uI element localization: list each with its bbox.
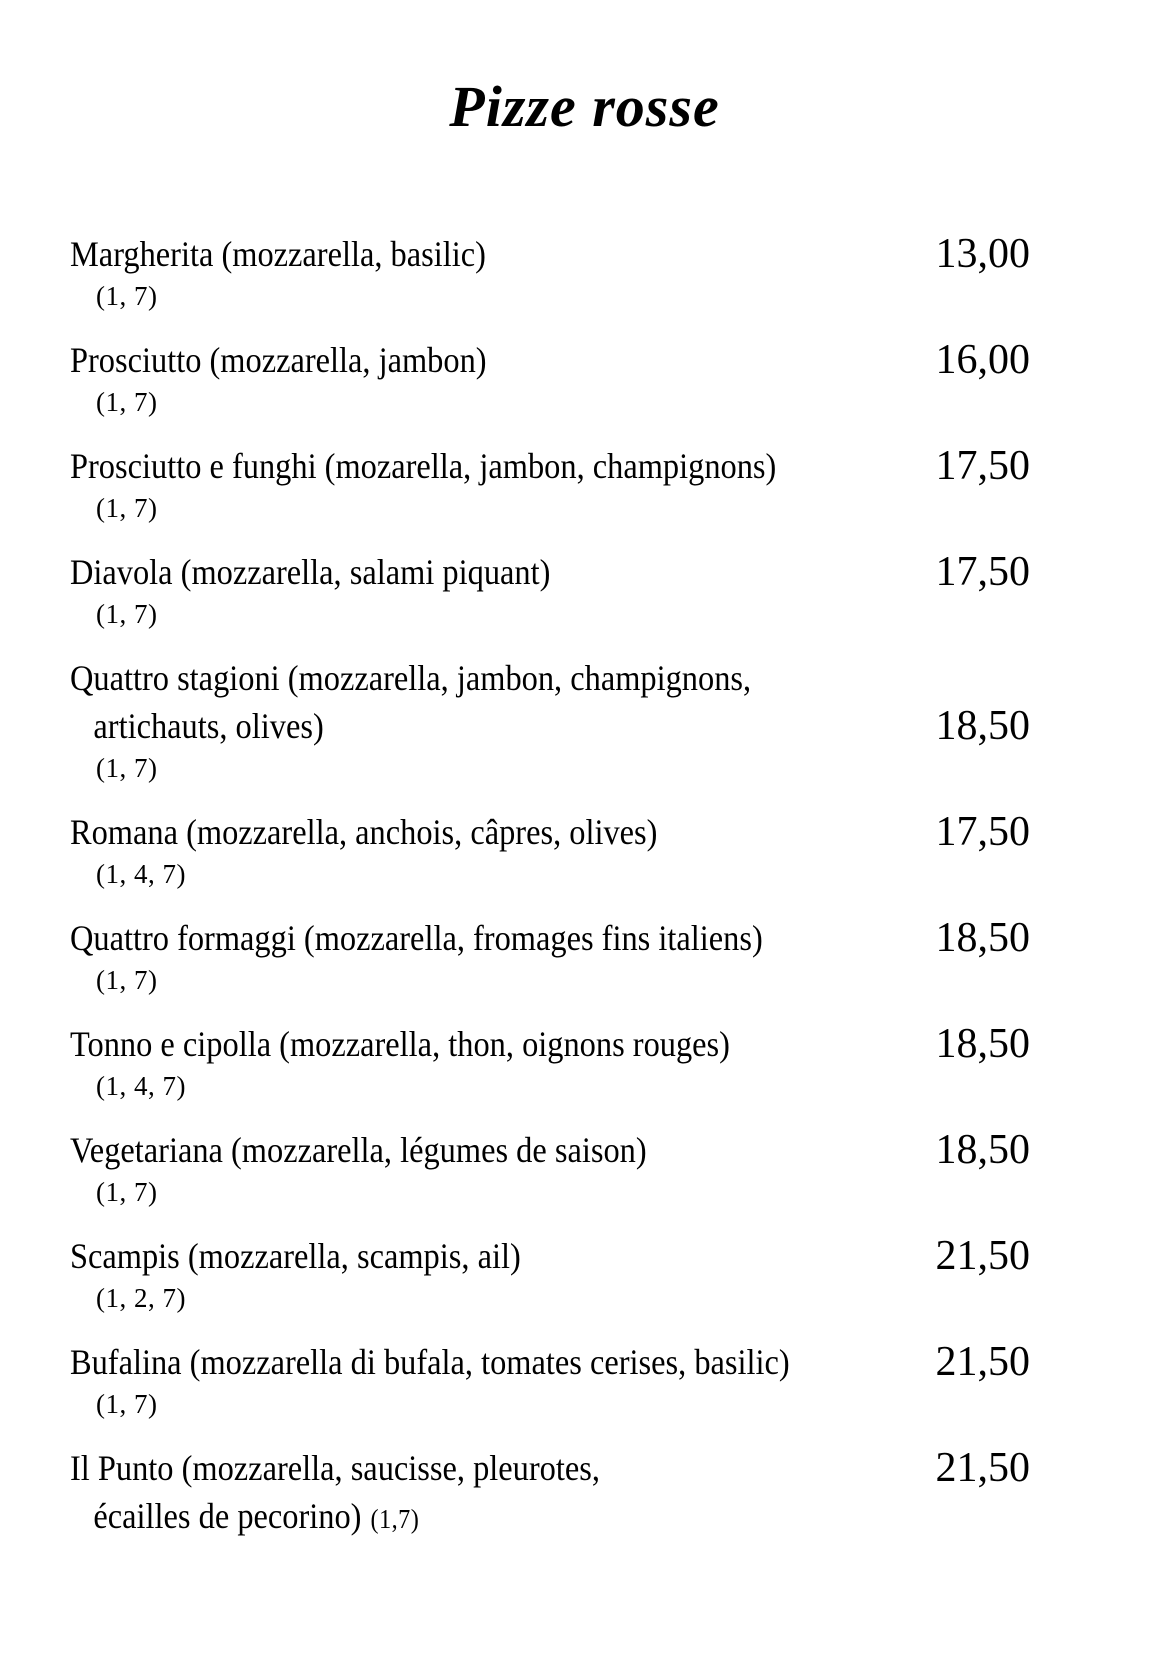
item-name-line2-text: écailles de pecorino) [93, 1496, 362, 1536]
menu-item [70, 1020, 1030, 1105]
item-text [70, 1020, 1030, 1105]
menu-item [70, 336, 1030, 421]
item-price: 16,00 [935, 337, 1030, 383]
item-name-line: Vegetariana (mozzarella, légumes de saison) [70, 1130, 647, 1170]
item-allergens: (1, 7) [96, 1177, 158, 1207]
item-allergens: (1,7) [370, 1504, 420, 1534]
item-price: 17,50 [935, 549, 1030, 595]
item-allergens: (1, 7) [96, 493, 158, 523]
item-name-line: Quattro stagioni (mozzarella, jambon, champignons, [70, 658, 752, 698]
menu-item [70, 442, 1030, 527]
item-price: 18,50 [935, 703, 1030, 749]
item-price: 17,50 [935, 443, 1030, 489]
page-title: Pizze rosse [449, 74, 720, 139]
item-allergens: (1, 4, 7) [96, 1071, 186, 1101]
item-text [70, 1338, 1030, 1423]
item-text [70, 914, 1030, 999]
item-name-line: Tonno e cipolla (mozzarella, thon, oignons rouges) [70, 1024, 730, 1064]
item-price: 21,50 [935, 1339, 1030, 1385]
item-name-line: Prosciutto (mozzarella, jambon) [70, 340, 487, 380]
item-price: 21,50 [935, 1445, 1030, 1491]
menu-item [70, 1126, 1030, 1211]
item-allergens: (1, 7) [96, 281, 158, 311]
item-allergens: (1, 7) [96, 387, 158, 417]
menu-list [0, 230, 1169, 1543]
item-name-line: Prosciutto e funghi (mozarella, jambon, champignons) [70, 446, 777, 486]
item-price: 18,50 [935, 1127, 1030, 1173]
item-name-line2: artichauts, olives) [93, 706, 324, 746]
item-name-line2 [70, 1492, 934, 1543]
item-text [70, 442, 1030, 527]
menu-item [70, 914, 1030, 999]
item-allergens: (1, 7) [96, 753, 158, 783]
item-allergens: (1, 7) [96, 599, 158, 629]
menu-item [70, 230, 1030, 315]
item-allergens: (1, 7) [96, 1389, 158, 1419]
menu-item [70, 808, 1030, 893]
menu-item [70, 1444, 1030, 1543]
item-price: 21,50 [935, 1233, 1030, 1279]
item-text [70, 1444, 1030, 1543]
item-text [70, 336, 1030, 421]
item-allergens: (1, 7) [96, 965, 158, 995]
menu-item [70, 1338, 1030, 1423]
item-name-line: Diavola (mozzarella, salami piquant) [70, 552, 551, 592]
item-text [70, 1232, 1030, 1317]
item-price: 13,00 [935, 231, 1030, 277]
item-allergens: (1, 2, 7) [96, 1283, 186, 1313]
item-name-line: Quattro formaggi (mozzarella, fromages fins italiens) [70, 918, 763, 958]
menu-item [70, 654, 1030, 787]
menu-item [70, 548, 1030, 633]
item-name-line: Bufalina (mozzarella di bufala, tomates cerises, basilic) [70, 1342, 790, 1382]
item-text [70, 548, 1030, 633]
item-name-line: Romana (mozzarella, anchois, câpres, olives) [70, 812, 658, 852]
item-name-line: Scampis (mozzarella, scampis, ail) [70, 1236, 521, 1276]
item-text [70, 1126, 1030, 1211]
item-name-line: Margherita (mozzarella, basilic) [70, 234, 486, 274]
item-text [70, 654, 1030, 787]
menu-item [70, 1232, 1030, 1317]
item-text [70, 808, 1030, 893]
item-allergens: (1, 4, 7) [96, 859, 186, 889]
item-price: 17,50 [935, 809, 1030, 855]
item-name-line: Il Punto (mozzarella, saucisse, pleurotes, [70, 1448, 600, 1488]
item-price: 18,50 [935, 915, 1030, 961]
item-price: 18,50 [935, 1021, 1030, 1067]
item-text [70, 230, 1030, 315]
